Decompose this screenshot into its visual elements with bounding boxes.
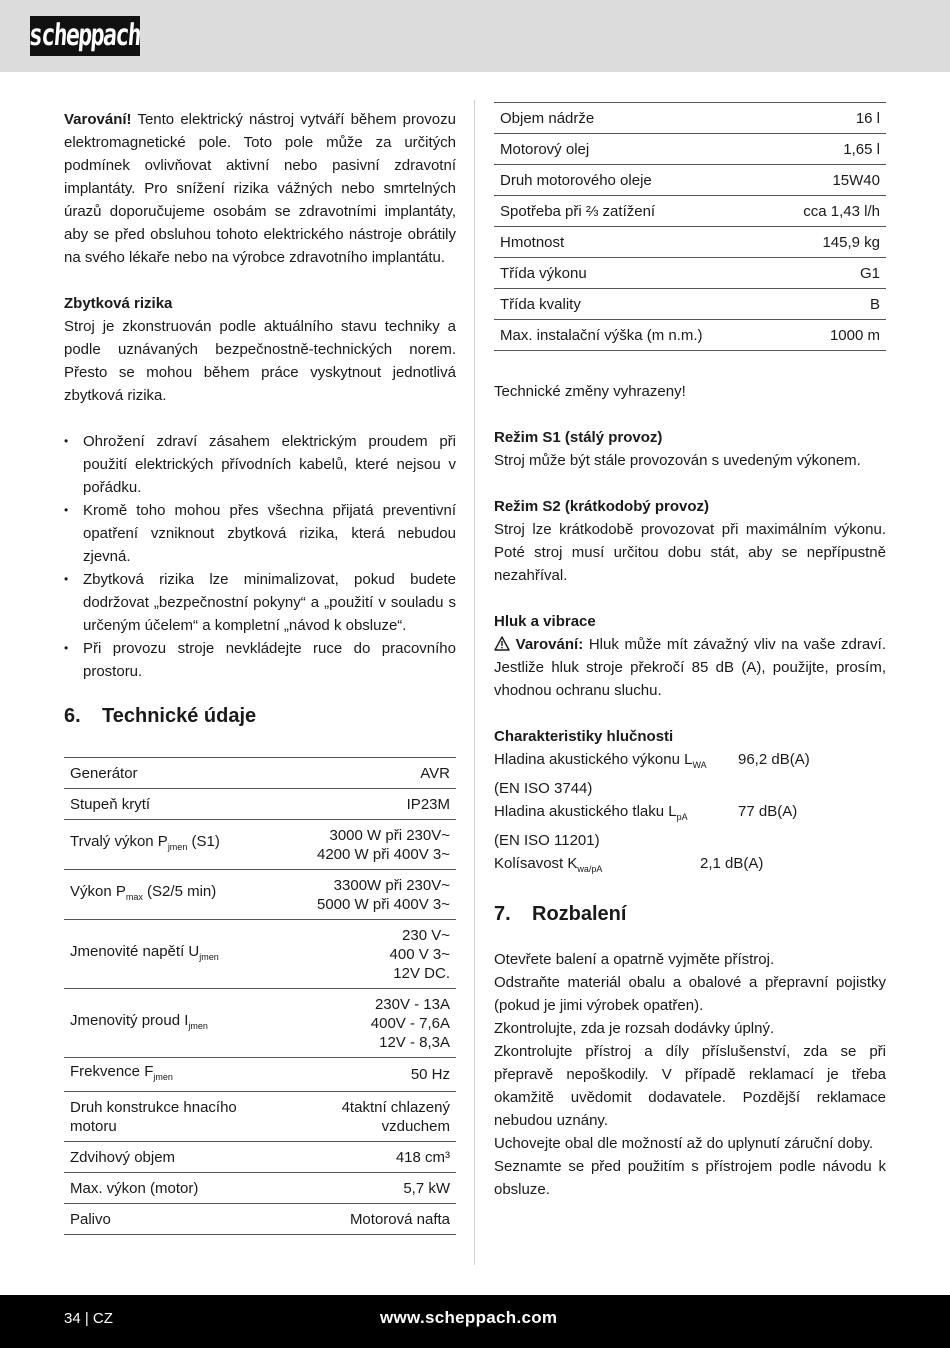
- s1-title: Režim S1 (stálý provoz): [494, 429, 663, 446]
- noise-norm: (EN ISO 3744): [494, 780, 593, 797]
- spec-label: Motorový olej: [494, 134, 771, 165]
- value-line: 4taktní chlazený: [341, 1098, 450, 1116]
- unpack-text: Zkontrolujte, zda je rozsah dodávky úplný.: [494, 1020, 775, 1037]
- label-subscript: max: [125, 892, 143, 902]
- value-line: 3300W při 230V~: [333, 876, 450, 894]
- spec-value: 1000 m: [771, 320, 886, 351]
- spec-value: 15W40: [771, 165, 886, 196]
- warning-triangle-icon: [494, 636, 510, 651]
- spec-label: Objem nádrže: [494, 103, 771, 134]
- right-column: [494, 102, 886, 1201]
- spec-value: [280, 989, 456, 1058]
- changes-note: Technické změny vyhrazeny!: [494, 383, 686, 400]
- table-row: [494, 103, 886, 134]
- brand-logo: [30, 16, 140, 56]
- noise-row-k: [494, 852, 886, 881]
- s2-text: Stroj lze krátkodobě provozovat při maximálním výkonu. Poté stroj musí určitou dobu stát, aby se nepřípustně nezahříval.: [494, 521, 886, 584]
- spec-value: 16 l: [771, 103, 886, 134]
- label-text: Kolísavost K: [494, 855, 578, 872]
- spec-label: Hmotnost: [494, 227, 771, 258]
- residual-risks-text: Stroj je zkonstruován podle aktuálního stavu techniky a podle uznávaných bezpečnostně-technických norem. Přesto se mohou během práce vyskytnout jednotlivá zbytková rizika.: [64, 318, 456, 404]
- unpack-text: Zkontrolujte přístroj a díly příslušenství, zda se při přepravě nepoškodily. V případě reklamací je třeba okamžitě uvědomit dodavatele. Pozdější reklamace nebudou uznány.: [494, 1043, 886, 1129]
- noise-row-lwa: [494, 748, 886, 777]
- header-bar: [0, 0, 950, 72]
- noise-characteristics-title: Charakteristiky hlučnosti: [494, 728, 674, 745]
- label-line: Druh konstrukce hnacího: [70, 1098, 237, 1116]
- section-title: Rozbalení: [532, 903, 627, 925]
- spec-label: Spotřeba při ⅔ zatížení: [494, 196, 771, 227]
- spec-label: [64, 870, 280, 920]
- list-item: • Při provozu stroje nevkládejte ruce do pracovního prostoru.: [64, 637, 456, 683]
- noise-label: [494, 852, 700, 881]
- spec-label: Max. výkon (motor): [64, 1173, 280, 1204]
- emf-warning-label: Varování!: [64, 111, 132, 128]
- value-line: 3000 W při 230V~: [329, 826, 450, 844]
- left-column: [64, 108, 456, 1235]
- spec-value: [280, 870, 456, 920]
- table-row: [494, 134, 886, 165]
- label-text: Frekvence F: [70, 1063, 154, 1080]
- label-text: Hladina akustického výkonu L: [494, 751, 693, 768]
- residual-risks-list: [64, 430, 456, 683]
- table-row: [494, 258, 886, 289]
- spec-value: [280, 820, 456, 870]
- emf-warning: [64, 108, 456, 269]
- label-suffix: (S1): [187, 833, 220, 850]
- spec-label: [64, 920, 280, 989]
- unpack-text: Seznamte se před použitím s přístrojem podle návodu k obsluze.: [494, 1158, 886, 1198]
- table-row: [64, 820, 456, 870]
- spec-value: B: [771, 289, 886, 320]
- table-row: [494, 289, 886, 320]
- spec-label: Generátor: [64, 758, 280, 789]
- unpack-text: Otevřete balení a opatrně vyjměte přístroj.: [494, 951, 775, 968]
- noise-value: 77 dB(A): [738, 803, 798, 820]
- spec-label: Max. instalační výška (m n.m.): [494, 320, 771, 351]
- spec-label: [64, 1092, 280, 1142]
- label-subscript: wa/pA: [577, 864, 603, 874]
- label-subscript: jmen: [188, 1020, 208, 1031]
- spec-label: [64, 820, 280, 870]
- s2-title: Režim S2 (krátkodobý provoz): [494, 498, 710, 515]
- noise-title: Hluk a vibrace: [494, 613, 596, 630]
- value-line: 5000 W při 400V 3~: [316, 895, 450, 913]
- table-row: [64, 1173, 456, 1204]
- table-row: [64, 1092, 456, 1142]
- label-text: Hladina akustického tlaku L: [494, 803, 677, 820]
- noise-label: [494, 748, 738, 777]
- list-item: • Kromě toho mohou přes všechna přijatá preventivní opatření vzniknout zbytková rizika, která nebudou zjevná.: [64, 499, 456, 568]
- value-line: 12V DC.: [393, 964, 450, 982]
- label-subscript: jmen: [153, 1072, 173, 1082]
- emf-warning-text: Tento elektrický nástroj vytváří během provozu elektromagnetické pole. Toto pole může za určitých podmínek ovlivňovat aktivní nebo pasivní zdravotní implantáty. Pro snížení rizika vážných nebo smrtelných úrazů doporučujeme osobám se zdravotními implantáty, aby se před obsluhou tohoto elektrického nástroje obrátily na svého lékaře nebo na výrobce zdravotního implantátu.: [64, 111, 456, 266]
- table-row: [64, 989, 456, 1058]
- tech-data-table: [64, 757, 456, 1235]
- label-text: Trvalý výkon P: [70, 833, 168, 850]
- table-row: [64, 870, 456, 920]
- table-row: [494, 165, 886, 196]
- value-line: vzduchem: [381, 1117, 450, 1135]
- label-line: motoru: [70, 1117, 117, 1135]
- spec-value: 418 cm³: [280, 1142, 456, 1173]
- unpack-text: Uchovejte obal dle možností až do uplynutí záruční doby.: [494, 1135, 874, 1152]
- table-row: [494, 227, 886, 258]
- spec-label: [64, 1058, 280, 1092]
- section-number: 7.: [494, 903, 511, 925]
- spec-value: 145,9 kg: [771, 227, 886, 258]
- spec-value: 5,7 kW: [280, 1173, 456, 1204]
- table-row: [64, 1058, 456, 1092]
- spec-value: cca 1,43 l/h: [771, 196, 886, 227]
- table-row: [64, 1142, 456, 1173]
- noise-value: 2,1 dB(A): [700, 855, 764, 872]
- unpack-text: Odstraňte materiál obalu a obalové a přepravní pojistky (pokud je jimi výrobek opatřen).: [494, 974, 886, 1014]
- section-number: 6.: [64, 705, 81, 727]
- value-line: 230V - 13A: [374, 995, 450, 1013]
- noise-value: 96,2 dB(A): [738, 751, 810, 768]
- column-divider: [474, 100, 475, 1265]
- spec-label: Palivo: [64, 1204, 280, 1235]
- label-text: Jmenovitý proud I: [70, 1011, 189, 1029]
- noise-warning-text: Hluk může mít závažný vliv na vaše zdraví. Jestliže hluk stroje překročí 85 dB (A), použijte, prosím, vhodnou ochranu sluchu.: [494, 636, 886, 699]
- table-row: [494, 196, 886, 227]
- residual-risks-title: Zbytková rizika: [64, 295, 173, 312]
- table-row: [64, 1204, 456, 1235]
- spec-label: Zdvihový objem: [64, 1142, 280, 1173]
- table-row: [64, 920, 456, 989]
- page-number: 34 | CZ: [64, 1310, 113, 1327]
- table-row: [64, 758, 456, 789]
- spec-label: [64, 989, 280, 1058]
- spec-value: 50 Hz: [280, 1058, 456, 1092]
- noise-row-lpa: [494, 800, 886, 829]
- spec-value: Motorová nafta: [280, 1204, 456, 1235]
- label-text: Výkon P: [70, 883, 126, 900]
- label-suffix: (S2/5 min): [142, 883, 217, 900]
- value-line: 230 V~: [402, 926, 450, 944]
- value-line: 4200 W při 400V 3~: [316, 845, 450, 863]
- tech-data-table-continued: [494, 102, 886, 351]
- label-text: Jmenovité napětí U: [70, 942, 200, 960]
- noise-norm: (EN ISO 11201): [494, 832, 600, 849]
- section-7-heading: [494, 901, 886, 927]
- section-6-heading: [64, 703, 456, 729]
- label-subscript: jmen: [167, 842, 188, 852]
- noise-label: [494, 800, 738, 829]
- section-title: Technické údaje: [102, 705, 257, 727]
- value-line: 400 V 3~: [389, 945, 450, 963]
- footer-bar: [0, 1295, 950, 1348]
- list-item: • Ohrožení zdraví zásahem elektrickým proudem při použití elektrických přívodních kabelů, které nejsou v pořádku.: [64, 430, 456, 499]
- spec-label: Druh motorového oleje: [494, 165, 771, 196]
- s1-text: Stroj může být stále provozován s uvedeným výkonem.: [494, 452, 861, 469]
- noise-warning: [494, 633, 886, 702]
- noise-warning-label: Varování:: [515, 636, 584, 653]
- value-line: 12V - 8,3A: [379, 1033, 450, 1051]
- website-link: www.scheppach.com: [380, 1308, 558, 1327]
- list-item: • Zbytková rizika lze minimalizovat, pokud budete dodržovat „bezpečnostní pokyny“ a „použití v souladu s určeným účelem“ a kompletní „návod k obsluze“.: [64, 568, 456, 637]
- spec-value: [280, 1092, 456, 1142]
- label-subscript: WA: [692, 760, 707, 770]
- label-subscript: pA: [676, 812, 688, 822]
- spec-value: IP23M: [280, 789, 456, 820]
- spec-value: G1: [771, 258, 886, 289]
- table-row: [64, 789, 456, 820]
- spec-label: Třída výkonu: [494, 258, 771, 289]
- spec-label: Stupeň krytí: [64, 789, 280, 820]
- label-subscript: jmen: [199, 951, 219, 962]
- value-line: 400V - 7,6A: [370, 1014, 450, 1032]
- spec-value: AVR: [280, 758, 456, 789]
- spec-label: Třída kvality: [494, 289, 771, 320]
- table-row: [494, 320, 886, 351]
- logo-text: scheppach: [28, 19, 142, 53]
- spec-value: 1,65 l: [771, 134, 886, 165]
- spec-value: [280, 920, 456, 989]
